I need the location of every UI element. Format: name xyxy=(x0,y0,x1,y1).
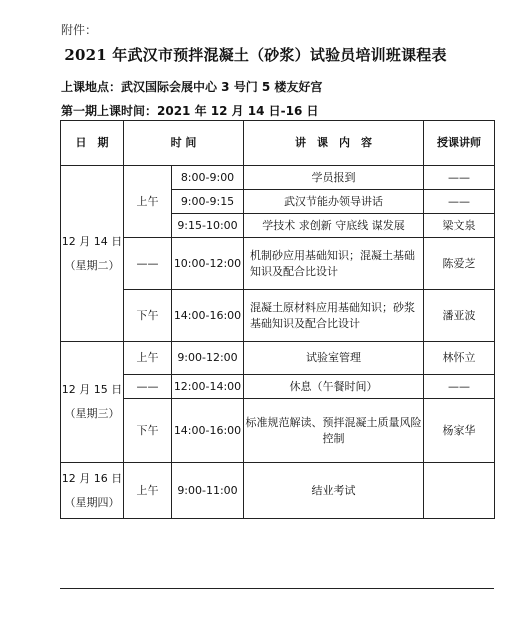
content-cell: 学员报到 xyxy=(244,166,424,190)
time-cell: 9:00-11:00 xyxy=(172,463,244,519)
table-header-row xyxy=(61,121,495,166)
teacher-cell: 陈爱芝 xyxy=(424,238,495,290)
period-cell: 下午 xyxy=(124,290,172,342)
divider-line xyxy=(60,588,494,589)
teacher-cell: 杨家华 xyxy=(424,399,495,463)
time-cell: 14:00-16:00 xyxy=(172,290,244,342)
time-cell: 10:00-12:00 xyxy=(172,238,244,290)
table-row xyxy=(61,238,495,290)
period-cell: 上午 xyxy=(124,463,172,519)
page-title: 2021 年武汉市预拌混凝土（砂浆）试验员培训班课程表 xyxy=(64,46,447,64)
weekday-text: （星期四） xyxy=(64,495,120,509)
time-cell: 9:00-9:15 xyxy=(172,190,244,214)
table-row xyxy=(61,166,495,190)
weekday-text: （星期三） xyxy=(64,407,120,420)
table-row xyxy=(61,342,495,375)
time-cell: 9:15-10:00 xyxy=(172,214,244,238)
content-cell: 学技术 求创新 守底线 谋发展 xyxy=(244,214,424,238)
content-cell: 试验室管理 xyxy=(244,342,424,375)
content-cell: 结业考试 xyxy=(244,463,424,519)
teacher-cell: 梁文泉 xyxy=(424,214,495,238)
weekday-text: （星期二） xyxy=(64,258,120,272)
teacher-cell: —— xyxy=(424,375,495,399)
content-cell: 机制砂应用基础知识；混凝土基础知识及配合比设计 xyxy=(244,238,424,290)
content-cell: 标准规范解读、预拌混凝土质量风险控制 xyxy=(244,399,424,463)
period-cell: —— xyxy=(124,375,172,399)
date-cell xyxy=(61,463,124,519)
period-cell: 上午 xyxy=(124,166,172,238)
time-cell: 14:00-16:00 xyxy=(172,399,244,463)
date-text: 12 月 14 日 xyxy=(61,234,123,248)
header-content: 讲 课 内 容 xyxy=(244,121,424,166)
period-cell: —— xyxy=(124,238,172,290)
header-teacher: 授课讲师 xyxy=(424,121,495,166)
teacher-cell: —— xyxy=(424,190,495,214)
date-cell xyxy=(61,342,124,463)
table-row xyxy=(61,290,495,342)
schedule-table xyxy=(60,120,495,519)
period-line: 第一期上课时间：2021 年 12 月 14 日-16 日 xyxy=(61,104,319,118)
location-line: 上课地点：武汉国际会展中心 3 号门 5 楼友好宫 xyxy=(61,80,323,94)
teacher-cell: 林怀立 xyxy=(424,342,495,375)
teacher-cell: 潘亚波 xyxy=(424,290,495,342)
content-cell: 休息（午餐时间） xyxy=(244,375,424,399)
date-text: 12 月 16 日 xyxy=(61,471,123,485)
teacher-cell xyxy=(424,463,495,519)
table-row xyxy=(61,375,495,399)
header-time: 时 间 xyxy=(124,121,244,166)
content-cell: 武汉节能办领导讲话 xyxy=(244,190,424,214)
period-cell: 下午 xyxy=(124,399,172,463)
period-cell: 上午 xyxy=(124,342,172,375)
table-row xyxy=(61,463,495,519)
teacher-cell: —— xyxy=(424,166,495,190)
date-cell xyxy=(61,166,124,342)
time-cell: 9:00-12:00 xyxy=(172,342,244,375)
time-cell: 8:00-9:00 xyxy=(172,166,244,190)
time-cell: 12:00-14:00 xyxy=(172,375,244,399)
header-date: 日 期 xyxy=(61,121,124,166)
content-cell: 混凝土原材料应用基础知识；砂浆基础知识及配合比设计 xyxy=(244,290,424,342)
attachment-label: 附件： xyxy=(61,23,98,37)
table-row xyxy=(61,399,495,463)
date-text: 12 月 15 日 xyxy=(61,383,123,396)
